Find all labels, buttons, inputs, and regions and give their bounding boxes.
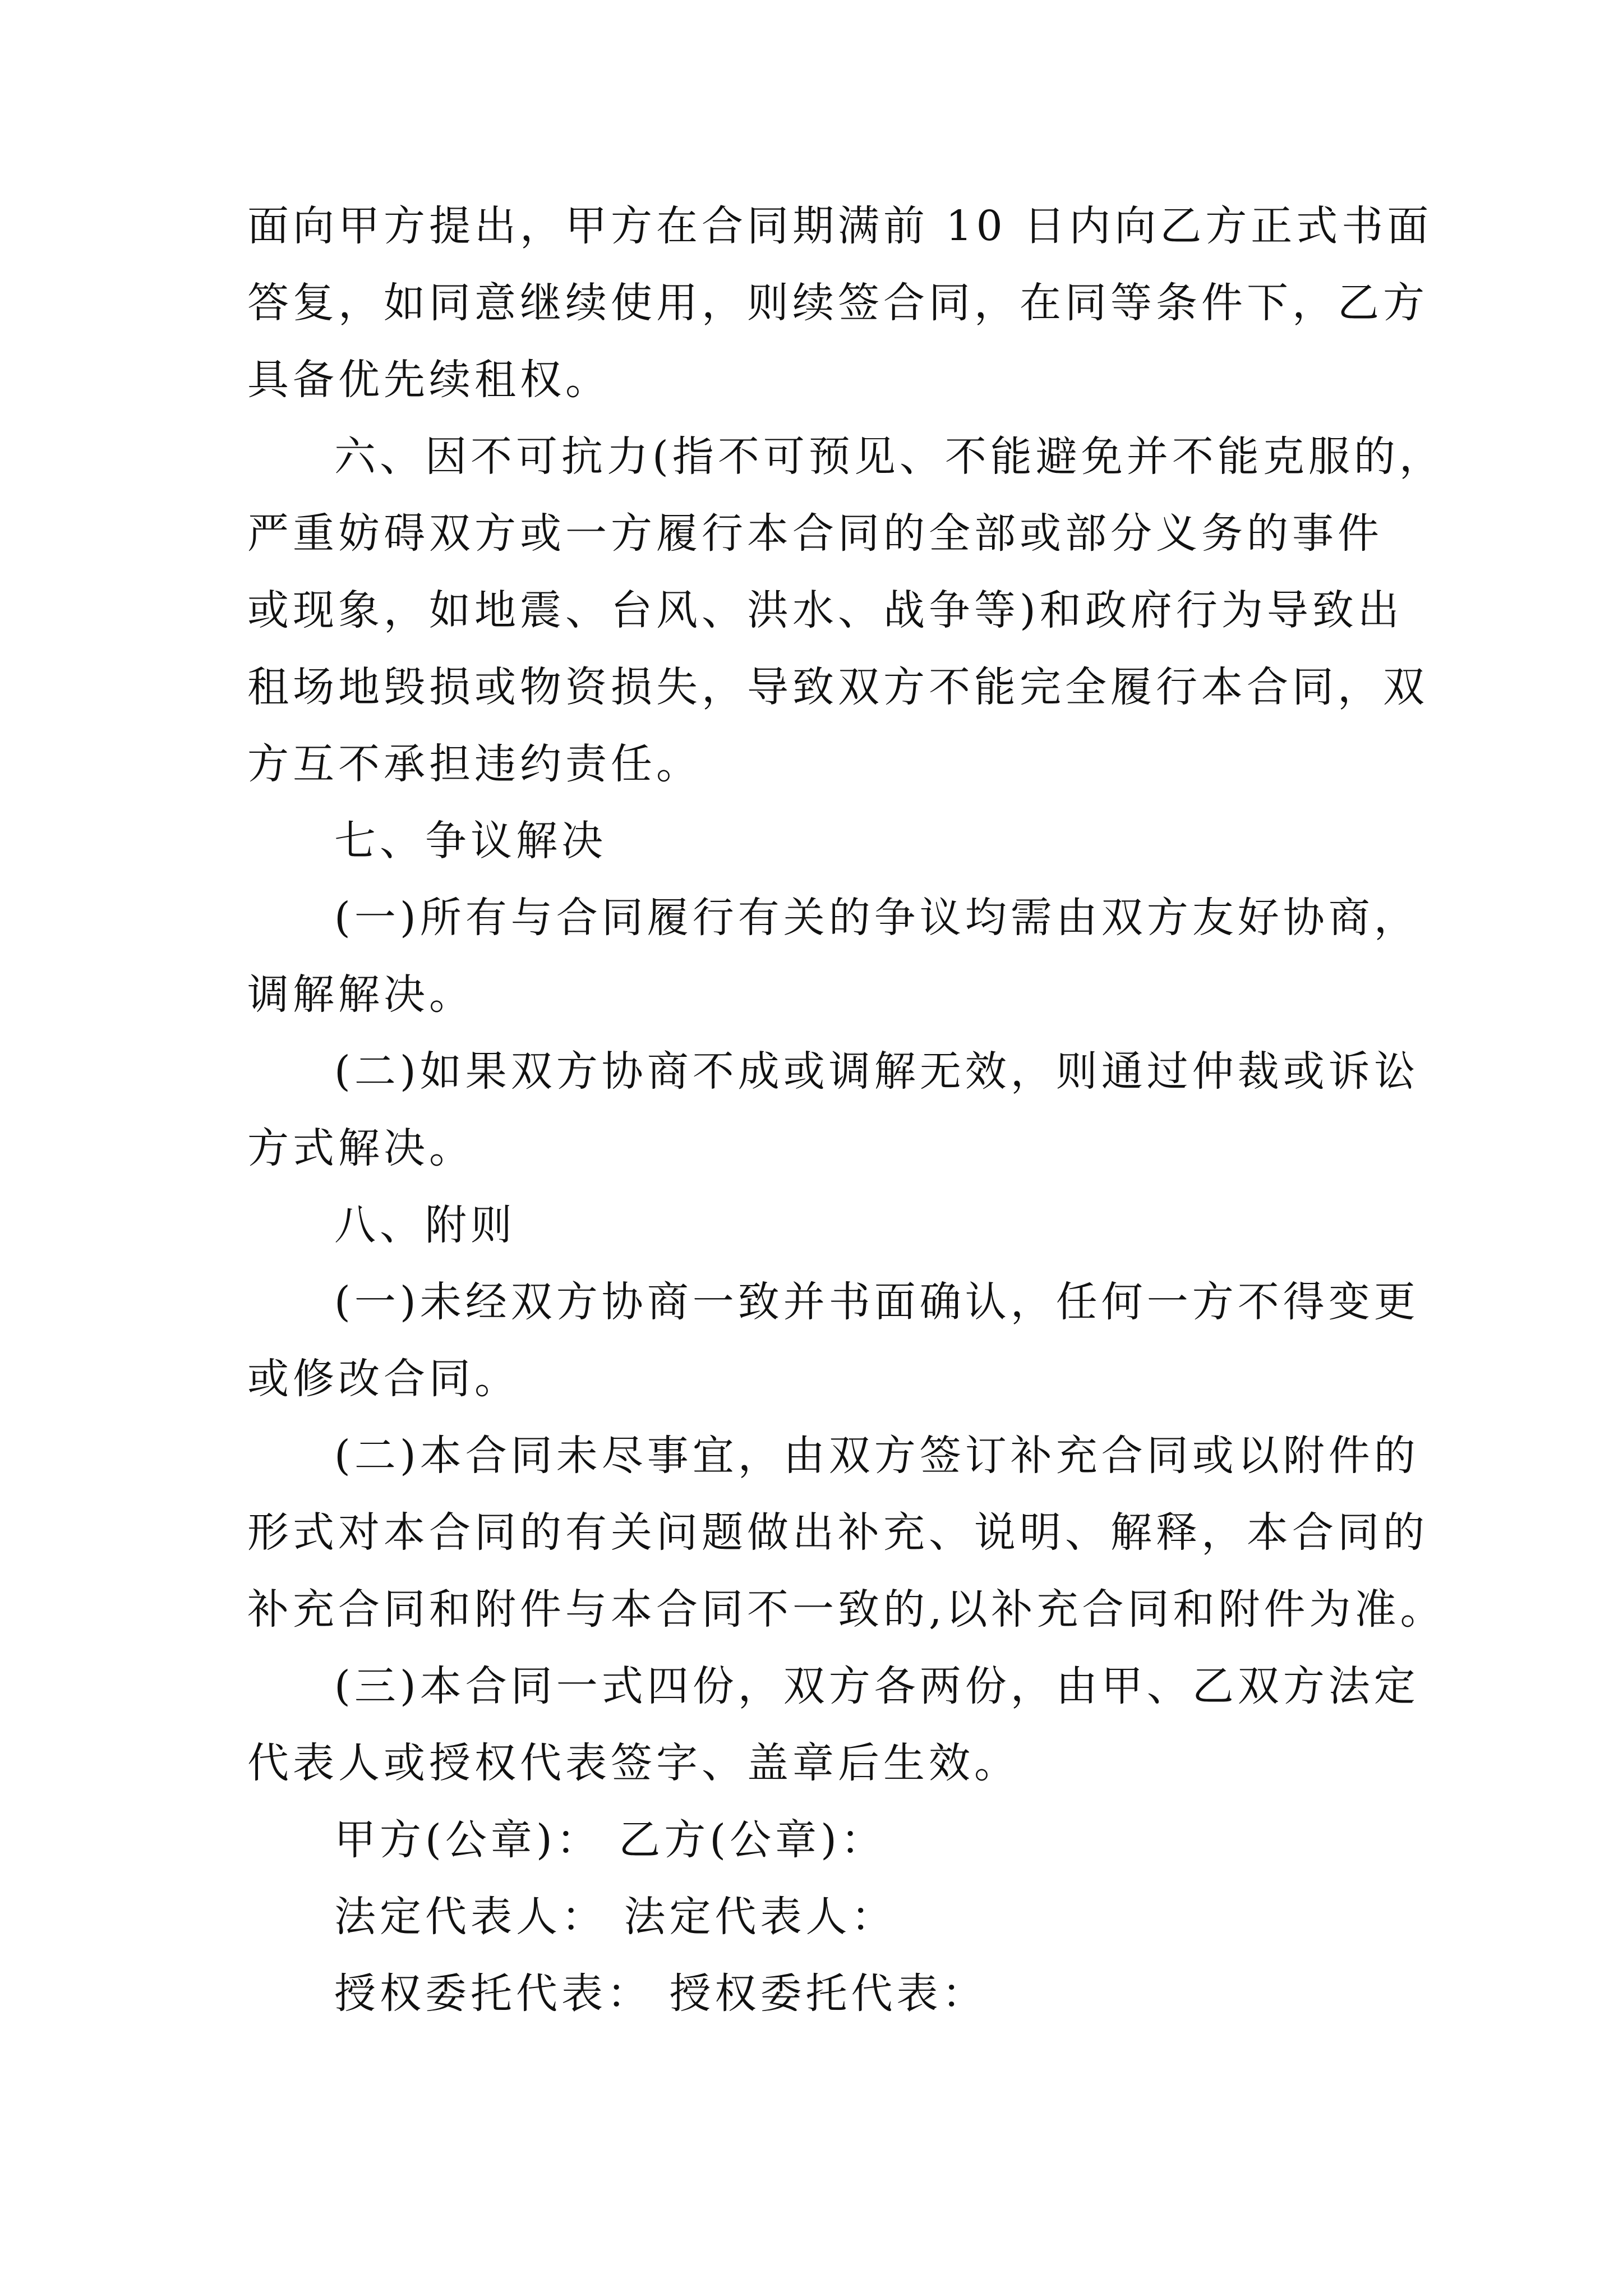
text-line: 方式解决。 xyxy=(247,1124,474,1172)
section-heading-appendix: 八、附则 xyxy=(334,1201,516,1249)
clause-item: (一)所有与合同履行有关的争议均需由双方友好协商， xyxy=(334,894,1419,942)
text-line: 补充合同和附件与本合同不一致的,以补充合同和附件为准。 xyxy=(247,1585,1446,1634)
text-line: 形式对本合同的有关问题做出补充、说明、解释，本合同的 xyxy=(247,1508,1428,1557)
text-line: 或修改合同。 xyxy=(247,1355,520,1403)
text-line: 或现象，如地震、台风、洪水、战争等)和政府行为导致出 xyxy=(247,586,1403,634)
clause-item: (一)未经双方协商一致并书面确认，任何一方不得变更 xyxy=(334,1278,1419,1326)
clause-six-heading: 六、因不可抗力(指不可预见、不能避免并不能克服的， xyxy=(334,432,1445,481)
signature-seal-line: 甲方(公章)： 乙方(公章)： xyxy=(334,1816,887,1864)
text-line: 代表人或授权代表签字、盖章后生效。 xyxy=(247,1739,1020,1787)
text-line: 答复，如同意继续使用，则续签合同，在同等条件下，乙方 xyxy=(247,279,1428,327)
text-line: 面向甲方提出，甲方在合同期满前 10 日内向乙方正式书面 xyxy=(247,202,1433,250)
text-line: 调解解决。 xyxy=(247,970,474,1019)
text-line: 严重妨碍双方或一方履行本合同的全部或部分义务的事件 xyxy=(247,509,1383,558)
signature-authorized-rep-line: 授权委托代表： 授权委托代表： xyxy=(334,1970,988,2018)
section-heading-dispute: 七、争议解决 xyxy=(334,817,607,865)
document-page xyxy=(247,188,1446,2032)
clause-item: (三)本合同一式四份，双方各两份，由甲、乙双方法定 xyxy=(334,1662,1419,1710)
text-line: 方互不承担违约责任。 xyxy=(247,740,702,788)
text-line: 具备优先续租权。 xyxy=(247,356,611,404)
signature-legal-rep-line: 法定代表人： 法定代表人： xyxy=(334,1893,897,1941)
clause-item: (二)如果双方协商不成或调解无效，则通过仲裁或诉讼 xyxy=(334,1047,1419,1096)
text-line: 租场地毁损或物资损失，导致双方不能完全履行本合同，双 xyxy=(247,663,1428,711)
clause-item: (二)本合同未尽事宜，由双方签订补充合同或以附件的 xyxy=(334,1432,1419,1480)
